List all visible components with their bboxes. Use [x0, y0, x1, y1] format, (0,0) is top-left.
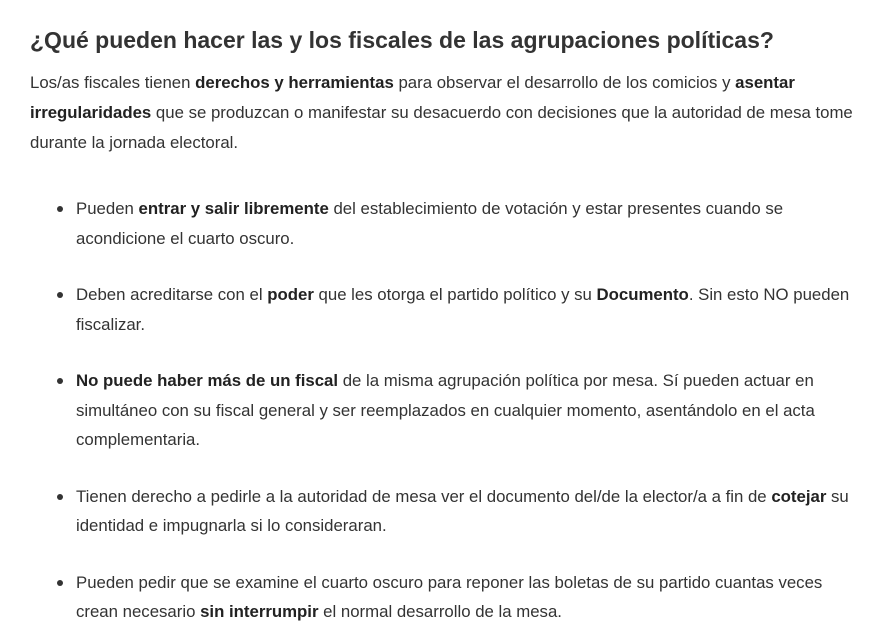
item-bold-text: entrar y salir libremente: [138, 199, 329, 218]
article-title: ¿Qué pueden hacer las y los fiscales de las agrupaciones políticas?: [30, 27, 774, 53]
list-item: [30, 280, 864, 339]
item-bold-text: poder: [267, 285, 314, 304]
item-bold-text: Documento: [596, 285, 689, 304]
item-bold-text: sin interrumpir: [200, 602, 319, 621]
bullet-icon: [57, 292, 63, 298]
item-text: Deben acreditarse con el: [76, 285, 268, 304]
intro-text: que se produzcan o manifestar su desacuerdo con decisiones que la autoridad de mesa tome durante la jornada electoral.: [30, 103, 853, 152]
list-item: [30, 366, 864, 455]
item-text: de la misma agrupación política por mesa. Sí pueden actuar en simultáneo con su fiscal general y ser reemplazados en cualquier momento, asentándolo en el acta complementaria.: [76, 371, 815, 449]
bullet-icon: [57, 378, 63, 384]
intro-bold-text: asentar irregularidades: [30, 73, 795, 122]
item-text: . Sin esto NO pueden fiscalizar.: [76, 285, 850, 334]
item-text: su identidad e impugnarla si lo consideraran.: [76, 486, 849, 535]
item-text: Pueden: [76, 199, 139, 218]
bullet-icon: [57, 580, 63, 586]
item-text: Tienen derecho a pedirle a la autoridad de mesa ver el documento del/de la elector/a a fin de: [76, 486, 772, 506]
item-text: del establecimiento de votación y estar presentes cuando se acondicione el cuarto oscuro.: [76, 199, 784, 248]
bullet-icon: [57, 206, 63, 212]
list-item: [30, 194, 864, 253]
intro-paragraph: [30, 68, 864, 158]
intro-text: Los/as fiscales tienen: [30, 73, 196, 92]
intro-text: para observar el desarrollo de los comicios y: [393, 73, 736, 92]
list-item: [30, 568, 864, 627]
intro-bold-text: derechos y herramientas: [195, 73, 394, 92]
item-text: que les otorga el partido político y su: [313, 285, 597, 304]
rights-list: [30, 194, 864, 627]
item-bold-text: No puede haber más de un fiscal: [76, 371, 339, 390]
bullet-icon: [57, 494, 63, 500]
item-text: Pueden pedir que se examine el cuarto oscuro para reponer las boletas de su partido cuantas veces crean necesario: [76, 572, 823, 621]
item-bold-text: cotejar: [771, 486, 827, 506]
item-text: el normal desarrollo de la mesa.: [318, 602, 562, 621]
list-item: [30, 482, 864, 541]
